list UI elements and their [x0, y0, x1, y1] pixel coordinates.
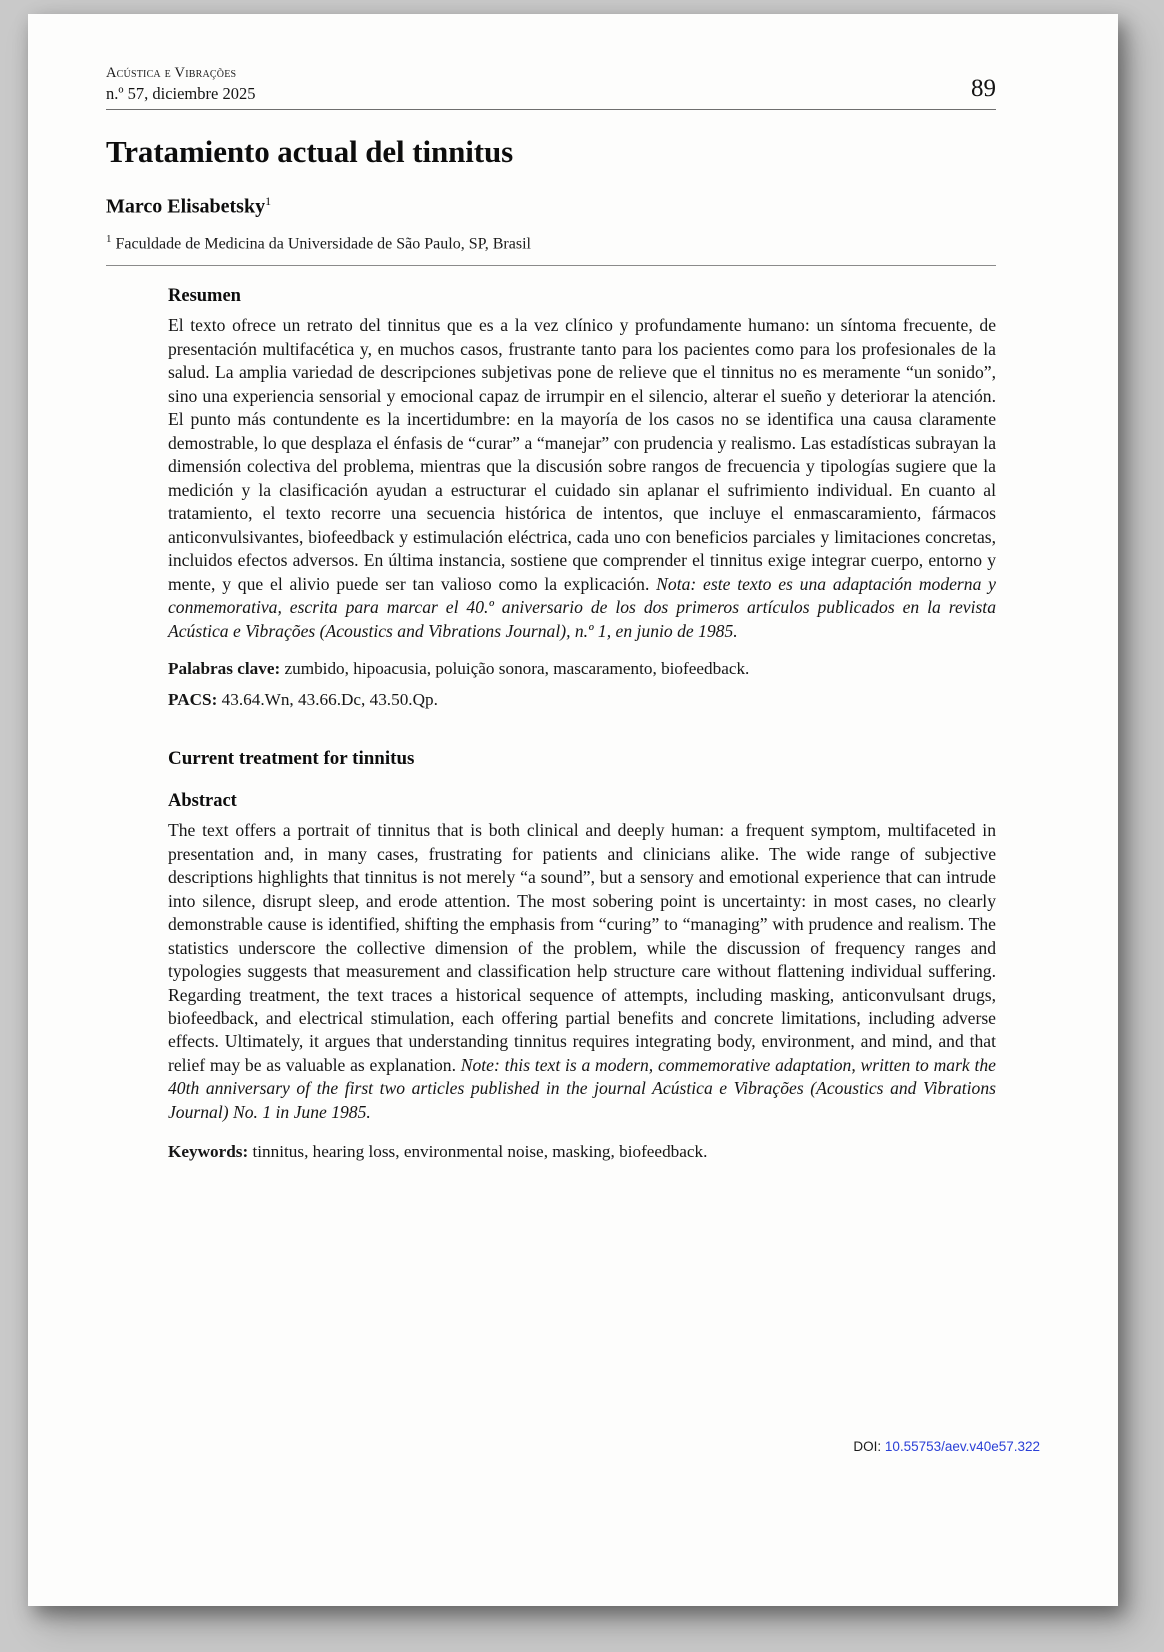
keywords-line [168, 1142, 996, 1162]
journal-name: Acústica e Vibrações [106, 65, 237, 81]
page-content [106, 64, 996, 1162]
running-head [106, 64, 996, 104]
page-title: Tratamiento actual del tinnitus [106, 134, 514, 170]
doi-link[interactable]: 10.55753/aev.v40e57.322 [884, 1439, 1040, 1454]
author-label: Marco Elisabetsky [106, 195, 266, 218]
resumen-main: El texto ofrece un retrato del tinnitus que es a la vez clínico y profundamente humano: un síntoma frecuente, de presentación multifacética y, en muchos casos, frustrante tanto para los pacientes como para los profesionales de la salud. La amplia variedad de descripciones subjetivas pone de relieve que el tinnitus no es meramente “un sonido”, sino una experiencia sensorial y emocional capaz de irrumpir en el silencio, alterar el sueño y deteriorar la atención. El punto más contundente es la incertidumbre: en la mayoría de los casos no se identifica una causa claramente demostrable, lo que desplaza el énfasis de “curar” a “manejar” con prudencia y realismo. Las estadísticas subrayan la dimensión colectiva del problema, mientras que la discusión sobre rangos de frecuencia y tipologías sugiere que la medición y la clasificación ayudan a estructurar el cuidado sin aplanar el sufrimiento individual. En cuanto al tratamiento, el texto recorre una secuencia histórica de intentos, que incluye el enmascaramiento, fármacos anticonvulsivantes, biofeedback y estimulación eléctrica, cada uno con beneficios parciales y limitaciones concretas, incluidos efectos adversos. En última instancia, sostiene que comprender el tinnitus exige integrar cuerpo, entorno y mente, y que el alivio puede ser tan valioso como la explicación. [168, 315, 996, 594]
title-block-rule [106, 265, 996, 266]
abstract-main: The text offers a portrait of tinnitus that is both clinical and deeply human: a frequent symptom, multifaceted in presentation and, in many cases, frustrating for patients and clinicians alike. The wide range of subjective descriptions highlights that tinnitus is not merely “a sound”, but a sensory and emotional experience that can intrude into silence, disrupt sleep, and erode attention. The most sobering point is uncertainty: in most cases, no clearly demonstrable cause is identified, shifting the emphasis from “curing” to “managing” with prudence and realism. The statistics underscore the collective dimension of the problem, while the discussion of frequency ranges and typologies suggests that measurement and classification help structure care without flattening individual suffering. Regarding treatment, the text traces a historical sequence of attempts, including masking, anticonvulsant drugs, biofeedback, and electrical stimulation, each offering partial benefits and concrete limitations, including adverse effects. Ultimately, it argues that understanding tinnitus requires integrating body, environment, and mind, and that relief may be as valuable as explanation. [168, 820, 996, 1075]
resumen-heading: Resumen [168, 286, 241, 307]
abstract-heading: Abstract [168, 791, 237, 812]
palabras-clave-label: Palabras clave: [168, 659, 281, 679]
pacs-line [168, 690, 996, 710]
abstract-area [168, 286, 996, 1162]
author-affiliation-marker: 1 [265, 194, 272, 209]
author-name [106, 194, 996, 219]
page-number: 89 [971, 74, 996, 102]
keywords-value: tinnitus, hearing loss, environmental noise, masking, biofeedback. [252, 1142, 708, 1162]
doi-label: DOI: [853, 1439, 882, 1454]
abstract-note: Note: this text is a modern, commemorative adaptation, written to mark the 40th anniversary of the first two articles published in the journal Acústica e Vibrações (Acoustics and Vibrations Journal) No. 1 in June 1985. [168, 1054, 996, 1122]
document-page [28, 14, 1118, 1606]
affiliation-text: Faculdade de Medicina da Universidade de São Paulo, SP, Brasil [115, 235, 531, 253]
header-rule [106, 109, 996, 111]
keywords-label: Keywords: [168, 1142, 249, 1162]
affiliation-marker: 1 [106, 232, 112, 245]
abstract-text [168, 819, 996, 1124]
page-shadow-wrapper [28, 14, 1118, 1606]
palabras-clave-value: zumbido, hipoacusia, poluição sonora, mascaramento, biofeedback. [284, 659, 750, 679]
english-title: Current treatment for tinnitus [168, 748, 415, 770]
pacs-label: PACS: [168, 690, 218, 710]
resumen-note: Nota: este texto es una adaptación moderna y conmemorativa, escrita para marcar el 40.º aniversario de los dos primeros artículos publicados en la revista Acústica e Vibrações (Acoustics and Vibrations Journal), n.º 1, en junio de 1985. [168, 573, 996, 641]
pacs-value: 43.64.Wn, 43.66.Dc, 43.50.Qp. [221, 690, 438, 710]
running-head-left [106, 64, 255, 104]
affiliation [106, 233, 996, 253]
issue-line: n.º 57, diciembre 2025 [106, 83, 256, 103]
palabras-clave-line [168, 659, 996, 679]
doi-line [853, 1439, 1040, 1454]
resumen-text [168, 314, 996, 643]
